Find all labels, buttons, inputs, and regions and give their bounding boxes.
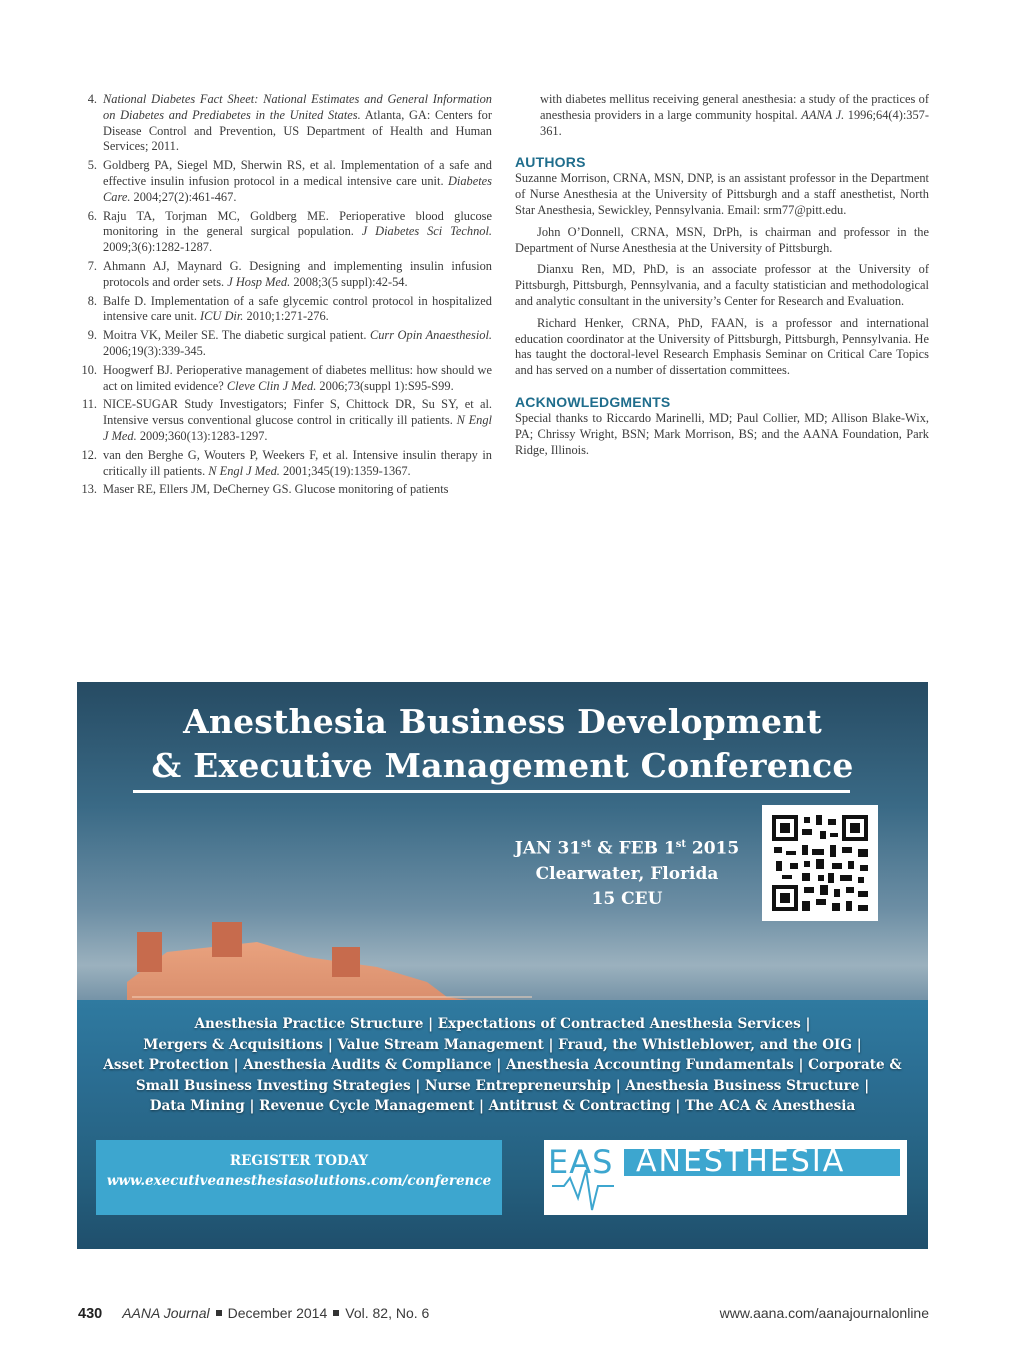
reference-number: 11. bbox=[81, 397, 97, 412]
reference-text: NICE-SUGAR Study Investigators; Finfer S, Chittock DR, Su SY, et al. Intensive versus conventional glucose control in critically ill patients. N Engl J Med. 2009;360(13):1283-1297. bbox=[103, 397, 492, 443]
reference-text: Hoogwerf BJ. Perioperative management of diabetes mellitus: how should we act on limited evidence? Cleve Clin J Med. 2006;73(suppl 1):S95-S99. bbox=[103, 362, 492, 393]
issue-date: December 2014 bbox=[227, 1305, 328, 1321]
reference-item bbox=[78, 482, 492, 498]
topic-line: Asset Protection | Anesthesia Audits & Compliance | Anesthesia Accounting Fundamentals | Corporate & bbox=[103, 1057, 902, 1073]
event-details bbox=[507, 832, 747, 912]
acknowledgments-text: Special thanks to Riccardo Marinelli, MD; Paul Collier, MD; Allison Blake-Wix, PA; Chrissy Wright, BSN; Mark Morrison, BS; and the AANA Foundation, Park Ridge, Illinois. bbox=[515, 410, 929, 457]
logo-anesthesia-text: ANESTHESIA bbox=[636, 1144, 846, 1179]
register-url-link[interactable]: www.executiveanesthesiasolutions.com/conference bbox=[106, 1173, 492, 1189]
acknowledgments-heading: ACKNOWLEDGMENTS bbox=[515, 393, 671, 410]
reference-item bbox=[78, 209, 492, 256]
topic-line: Small Business Investing Strategies | Nurse Entrepreneurship | Anesthesia Business Structure | bbox=[135, 1077, 870, 1094]
event-date: JAN 31st & FEB 1st 2015 bbox=[514, 838, 740, 859]
conference-advertisement bbox=[77, 682, 928, 1249]
reference-item bbox=[78, 363, 492, 395]
reference-text: Goldberg PA, Siegel MD, Sherwin RS, et al. Implementation of a safe and effective insulin infusion protocol in a medical intensive care unit. Diabetes Care. 2004;27(2):461-467. bbox=[103, 158, 492, 204]
reference-text: van den Berghe G, Wouters P, Weekers F, et al. Intensive insulin therapy in critically ill patients. N Engl J Med. 2001;345(19):1359-1367. bbox=[103, 447, 492, 478]
reference-number: 12. bbox=[81, 447, 97, 462]
ad-title-line-2: & Executive Management Conference bbox=[151, 746, 854, 785]
register-banner[interactable] bbox=[96, 1140, 502, 1215]
author-bio-morrison: Suzanne Morrison, CRNA, MSN, DNP, is an assistant professor in the Department of Nurse Anesthesia at the University of Pittsburgh and a staff anesthetist, North Star Anesthesia, Sewickley, Pennsylvania. Email: srm77@pitt.edu. bbox=[515, 171, 929, 217]
reference-number: 9. bbox=[87, 328, 97, 343]
reference-number: 5. bbox=[87, 158, 97, 173]
conference-topics bbox=[77, 1014, 928, 1117]
qr-code-icon bbox=[772, 815, 868, 911]
reference-item bbox=[78, 158, 492, 205]
page-footer bbox=[78, 1305, 929, 1322]
reference-number: 4. bbox=[87, 92, 97, 106]
issue-volume: Vol. 82, No. 6 bbox=[345, 1305, 430, 1321]
reference-item bbox=[78, 294, 492, 326]
topic-line: Data Mining | Revenue Cycle Management | Antitrust & Contracting | The ACA & Anesthesia bbox=[149, 1098, 856, 1114]
reference-13-continuation: with diabetes mellitus receiving general anesthesia: a study of the practices of anesthesia providers in a large community hospital. AANA J. 1996;64(4):357-361. bbox=[540, 92, 929, 138]
reference-number: 10. bbox=[81, 362, 97, 377]
reference-number: 8. bbox=[87, 293, 97, 308]
author-bio-henker: Richard Henker, CRNA, PhD, FAAN, is a professor and international education coordinator at the University of Pittsburgh, Pittsburgh, Pennsylvania. He has taught the doctoral-level Research Emphasis Seminar on Critical Care Topics and has served on a number of dissertation committees. bbox=[515, 315, 929, 378]
title-underline bbox=[133, 790, 850, 793]
reference-text: Moitra VK, Meiler SE. The diabetic surgical patient. Curr Opin Anaesthesiol. 2006;19(3):339-345. bbox=[103, 328, 492, 358]
journal-url-link[interactable]: www.aana.com/aanajournalonline bbox=[719, 1305, 929, 1321]
reference-text: Maser RE, Ellers JM, DeCherney GS. Glucose monitoring of patients bbox=[103, 482, 449, 497]
reference-text: Ahmann AJ, Maynard G. Designing and implementing insulin infusion protocols and order sets. J Hosp Med. 2008;3(5 suppl):42-54. bbox=[103, 258, 492, 289]
qr-code[interactable] bbox=[762, 805, 878, 921]
ad-title-line-1: Anesthesia Business Development bbox=[183, 702, 822, 741]
reference-item bbox=[78, 448, 492, 480]
logo-eas-text: EAS bbox=[548, 1143, 614, 1181]
reference-text: Balfe D. Implementation of a safe glycemic control protocol in hospitalized intensive care unit. ICU Dir. 2010;1:271-276. bbox=[103, 293, 492, 324]
event-location: Clearwater, Florida bbox=[535, 863, 719, 884]
page-number: 430 bbox=[78, 1306, 103, 1322]
register-label[interactable]: REGISTER TODAY bbox=[229, 1153, 369, 1169]
reference-text: National Diabetes Fact Sheet: National Estimates and General Information on Diabetes and Prediabetes in the United States. Atlanta, GA: Centers for Disease Control and Prevention, US Department of Health and Human Services; 2011. bbox=[103, 92, 492, 154]
reference-item bbox=[78, 328, 492, 360]
heartbeat-line-icon bbox=[544, 1140, 907, 1215]
separator-square-icon bbox=[216, 1310, 222, 1316]
topic-line: Anesthesia Practice Structure | Expectations of Contracted Anesthesia Services | bbox=[194, 1016, 811, 1032]
reference-number: 13. bbox=[81, 482, 97, 497]
right-column bbox=[515, 92, 929, 464]
reference-number: 6. bbox=[87, 208, 97, 223]
reference-number: 7. bbox=[87, 258, 97, 273]
reference-item bbox=[78, 259, 492, 291]
reference-item bbox=[78, 92, 492, 155]
reference-text: Raju TA, Torjman MC, Goldberg ME. Perioperative blood glucose monitoring in the general surgical population. J Diabetes Sci Technol. 2009;3(6):1282-1287. bbox=[103, 208, 493, 255]
event-ceu: 15 CEU bbox=[591, 888, 663, 909]
journal-name: AANA Journal bbox=[122, 1305, 210, 1321]
separator-square-icon bbox=[333, 1310, 339, 1316]
reference-list bbox=[78, 92, 492, 501]
author-bio-odonnell: John O’Donnell, CRNA, MSN, DrPh, is chairman and professor in the Department of Nurse Anesthesia at the University of Pittsburgh. bbox=[515, 224, 929, 255]
topic-line: Mergers & Acquisitions | Value Stream Management | Fraud, the Whistleblower, and the OIG | bbox=[143, 1036, 862, 1053]
eas-anesthesia-logo bbox=[544, 1140, 907, 1215]
authors-heading: AUTHORS bbox=[515, 154, 586, 171]
reference-item bbox=[78, 397, 492, 444]
author-bio-ren: Dianxu Ren, MD, PhD, is an associate professor at the University of Pittsburgh, Pittsburgh, Pennsylvania, and a faculty statistician and methodological and analytic consultant in the university’s Center for Research and Evaluation. bbox=[515, 262, 929, 308]
